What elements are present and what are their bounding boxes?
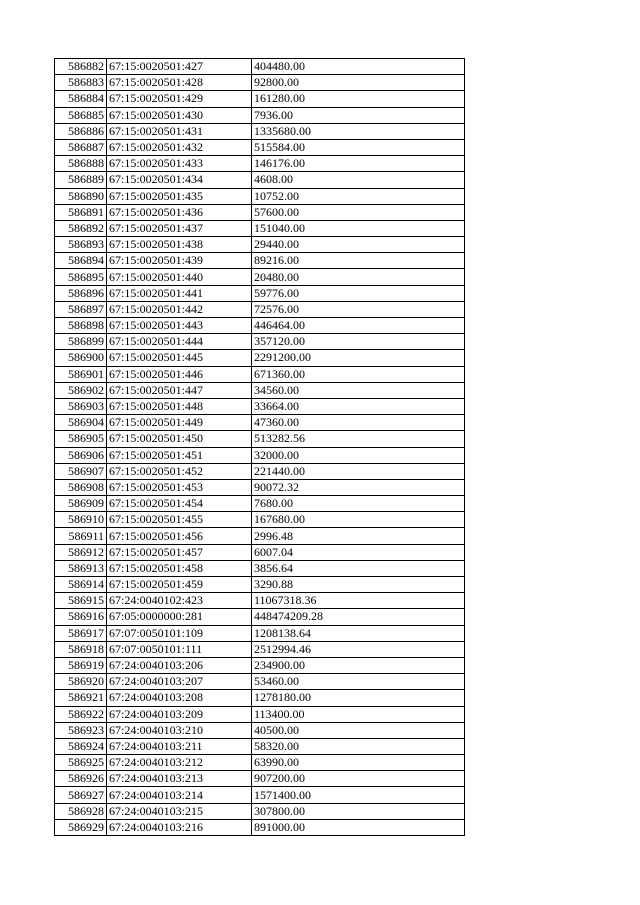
table-row [55,625,465,641]
row-number-cell: 586919 [55,657,107,673]
row-number-cell: 586888 [55,156,107,172]
value-cell: 1208138.64 [252,625,465,641]
row-number-cell: 586924 [55,738,107,754]
value-cell: 357120.00 [252,334,465,350]
cadastral-number-cell: 67:15:0020501:436 [107,204,252,220]
row-number-cell: 586892 [55,220,107,236]
cadastral-number-cell: 67:15:0020501:438 [107,237,252,253]
value-cell: 891000.00 [252,819,465,835]
table-row [55,350,465,366]
value-cell: 234900.00 [252,657,465,673]
cadastral-number-cell: 67:24:0040103:211 [107,738,252,754]
value-cell: 4608.00 [252,172,465,188]
cadastral-number-cell: 67:15:0020501:446 [107,366,252,382]
cadastral-number-cell: 67:24:0040103:210 [107,722,252,738]
value-cell: 57600.00 [252,204,465,220]
value-cell: 7680.00 [252,496,465,512]
table-row [55,690,465,706]
table-row [55,722,465,738]
row-number-cell: 586917 [55,625,107,641]
cadastral-number-cell: 67:07:0050101:111 [107,641,252,657]
value-cell: 404480.00 [252,59,465,75]
cadastral-number-cell: 67:15:0020501:449 [107,415,252,431]
cadastral-number-cell: 67:24:0040103:207 [107,674,252,690]
cadastral-number-cell: 67:15:0020501:458 [107,560,252,576]
cadastral-number-cell: 67:15:0020501:445 [107,350,252,366]
value-cell: 3856.64 [252,560,465,576]
table-row [55,59,465,75]
row-number-cell: 586893 [55,237,107,253]
table-row [55,301,465,317]
cadastral-number-cell: 67:15:0020501:451 [107,447,252,463]
value-cell: 34560.00 [252,382,465,398]
table-row [55,755,465,771]
row-number-cell: 586903 [55,398,107,414]
row-number-cell: 586882 [55,59,107,75]
table-row [55,463,465,479]
table-row [55,91,465,107]
row-number-cell: 586890 [55,188,107,204]
cadastral-number-cell: 67:15:0020501:455 [107,512,252,528]
row-number-cell: 586913 [55,560,107,576]
table-row [55,318,465,334]
cadastral-number-cell: 67:15:0020501:447 [107,382,252,398]
row-number-cell: 586926 [55,771,107,787]
row-number-cell: 586928 [55,803,107,819]
table-row [55,706,465,722]
row-number-cell: 586922 [55,706,107,722]
table-row [55,156,465,172]
row-number-cell: 586887 [55,139,107,155]
cadastral-number-cell: 67:15:0020501:437 [107,220,252,236]
value-cell: 10752.00 [252,188,465,204]
cadastral-number-cell: 67:24:0040103:209 [107,706,252,722]
cadastral-number-cell: 67:24:0040102:423 [107,593,252,609]
value-cell: 92800.00 [252,75,465,91]
value-cell: 58320.00 [252,738,465,754]
cadastral-number-cell: 67:15:0020501:430 [107,107,252,123]
value-cell: 47360.00 [252,415,465,431]
cadastral-number-cell: 67:15:0020501:427 [107,59,252,75]
cadastral-number-cell: 67:24:0040103:216 [107,819,252,835]
row-number-cell: 586891 [55,204,107,220]
row-number-cell: 586886 [55,123,107,139]
row-number-cell: 586910 [55,512,107,528]
cadastral-number-cell: 67:24:0040103:214 [107,787,252,803]
value-cell: 513282.56 [252,431,465,447]
row-number-cell: 586897 [55,301,107,317]
row-number-cell: 586896 [55,285,107,301]
cadastral-number-cell: 67:24:0040103:215 [107,803,252,819]
cadastral-number-cell: 67:07:0050101:109 [107,625,252,641]
table-row [55,593,465,609]
table-row [55,172,465,188]
value-cell: 1335680.00 [252,123,465,139]
cadastral-number-cell: 67:05:0000000:281 [107,609,252,625]
row-number-cell: 586929 [55,819,107,835]
table-row [55,577,465,593]
value-cell: 151040.00 [252,220,465,236]
value-cell: 446464.00 [252,318,465,334]
cadastral-number-cell: 67:24:0040103:208 [107,690,252,706]
table-row [55,738,465,754]
cadastral-number-cell: 67:15:0020501:439 [107,253,252,269]
table-row [55,398,465,414]
value-cell: 72576.00 [252,301,465,317]
row-number-cell: 586898 [55,318,107,334]
cadastral-number-cell: 67:15:0020501:441 [107,285,252,301]
row-number-cell: 586909 [55,496,107,512]
row-number-cell: 586911 [55,528,107,544]
row-number-cell: 586912 [55,544,107,560]
value-cell: 1278180.00 [252,690,465,706]
cadastral-number-cell: 67:15:0020501:456 [107,528,252,544]
cadastral-number-cell: 67:15:0020501:442 [107,301,252,317]
row-number-cell: 586927 [55,787,107,803]
table-row [55,237,465,253]
cadastral-number-cell: 67:15:0020501:444 [107,334,252,350]
row-number-cell: 586923 [55,722,107,738]
value-cell: 29440.00 [252,237,465,253]
table-row [55,107,465,123]
cadastral-number-cell: 67:15:0020501:432 [107,139,252,155]
value-cell: 59776.00 [252,285,465,301]
value-cell: 161280.00 [252,91,465,107]
value-cell: 11067318.36 [252,593,465,609]
cadastral-number-cell: 67:24:0040103:213 [107,771,252,787]
value-cell: 3290.88 [252,577,465,593]
cadastral-number-cell: 67:15:0020501:443 [107,318,252,334]
table-row [55,787,465,803]
value-cell: 40500.00 [252,722,465,738]
value-cell: 53460.00 [252,674,465,690]
value-cell: 20480.00 [252,269,465,285]
row-number-cell: 586907 [55,463,107,479]
row-number-cell: 586902 [55,382,107,398]
row-number-cell: 586915 [55,593,107,609]
cadastral-number-cell: 67:15:0020501:433 [107,156,252,172]
value-cell: 33664.00 [252,398,465,414]
value-cell: 221440.00 [252,463,465,479]
row-number-cell: 586905 [55,431,107,447]
cadastral-number-cell: 67:15:0020501:435 [107,188,252,204]
value-cell: 1571400.00 [252,787,465,803]
value-cell: 113400.00 [252,706,465,722]
table-row [55,512,465,528]
table-row [55,123,465,139]
row-number-cell: 586885 [55,107,107,123]
row-number-cell: 586904 [55,415,107,431]
row-number-cell: 586906 [55,447,107,463]
row-number-cell: 586916 [55,609,107,625]
table-row [55,609,465,625]
table-row [55,285,465,301]
table-row [55,75,465,91]
cadastral-number-cell: 67:15:0020501:431 [107,123,252,139]
cadastral-number-cell: 67:15:0020501:459 [107,577,252,593]
value-cell: 515584.00 [252,139,465,155]
row-number-cell: 586883 [55,75,107,91]
row-number-cell: 586921 [55,690,107,706]
value-cell: 2291200.00 [252,350,465,366]
table-row [55,269,465,285]
cadastral-number-cell: 67:15:0020501:448 [107,398,252,414]
table-row [55,253,465,269]
cadastral-number-cell: 67:15:0020501:450 [107,431,252,447]
row-number-cell: 586895 [55,269,107,285]
row-number-cell: 586920 [55,674,107,690]
table-row [55,544,465,560]
value-cell: 907200.00 [252,771,465,787]
table-body [55,59,465,836]
cadastral-number-cell: 67:15:0020501:429 [107,91,252,107]
row-number-cell: 586914 [55,577,107,593]
row-number-cell: 586900 [55,350,107,366]
data-table [54,58,465,836]
value-cell: 448474209.28 [252,609,465,625]
value-cell: 32000.00 [252,447,465,463]
row-number-cell: 586884 [55,91,107,107]
cadastral-number-cell: 67:15:0020501:454 [107,496,252,512]
value-cell: 7936.00 [252,107,465,123]
value-cell: 63990.00 [252,755,465,771]
value-cell: 2996.48 [252,528,465,544]
value-cell: 307800.00 [252,803,465,819]
row-number-cell: 586899 [55,334,107,350]
table-row [55,204,465,220]
table-row [55,447,465,463]
cadastral-number-cell: 67:15:0020501:440 [107,269,252,285]
row-number-cell: 586889 [55,172,107,188]
cadastral-number-cell: 67:15:0020501:452 [107,463,252,479]
row-number-cell: 586901 [55,366,107,382]
table-row [55,560,465,576]
table-row [55,366,465,382]
table-row [55,431,465,447]
value-cell: 90072.32 [252,479,465,495]
value-cell: 167680.00 [252,512,465,528]
table-row [55,528,465,544]
row-number-cell: 586908 [55,479,107,495]
table-row [55,641,465,657]
row-number-cell: 586894 [55,253,107,269]
table-row [55,771,465,787]
row-number-cell: 586925 [55,755,107,771]
table-row [55,334,465,350]
table-row [55,657,465,673]
cadastral-number-cell: 67:15:0020501:434 [107,172,252,188]
value-cell: 671360.00 [252,366,465,382]
table-row [55,382,465,398]
table-row [55,674,465,690]
value-cell: 6007.04 [252,544,465,560]
value-cell: 89216.00 [252,253,465,269]
row-number-cell: 586918 [55,641,107,657]
table-row [55,819,465,835]
cadastral-number-cell: 67:15:0020501:453 [107,479,252,495]
table-row [55,479,465,495]
value-cell: 2512994.46 [252,641,465,657]
table-row [55,139,465,155]
cadastral-number-cell: 67:15:0020501:428 [107,75,252,91]
table-row [55,496,465,512]
cadastral-number-cell: 67:24:0040103:206 [107,657,252,673]
table-row [55,803,465,819]
cadastral-number-cell: 67:24:0040103:212 [107,755,252,771]
table-row [55,188,465,204]
table-row [55,220,465,236]
value-cell: 146176.00 [252,156,465,172]
cadastral-number-cell: 67:15:0020501:457 [107,544,252,560]
table-row [55,415,465,431]
